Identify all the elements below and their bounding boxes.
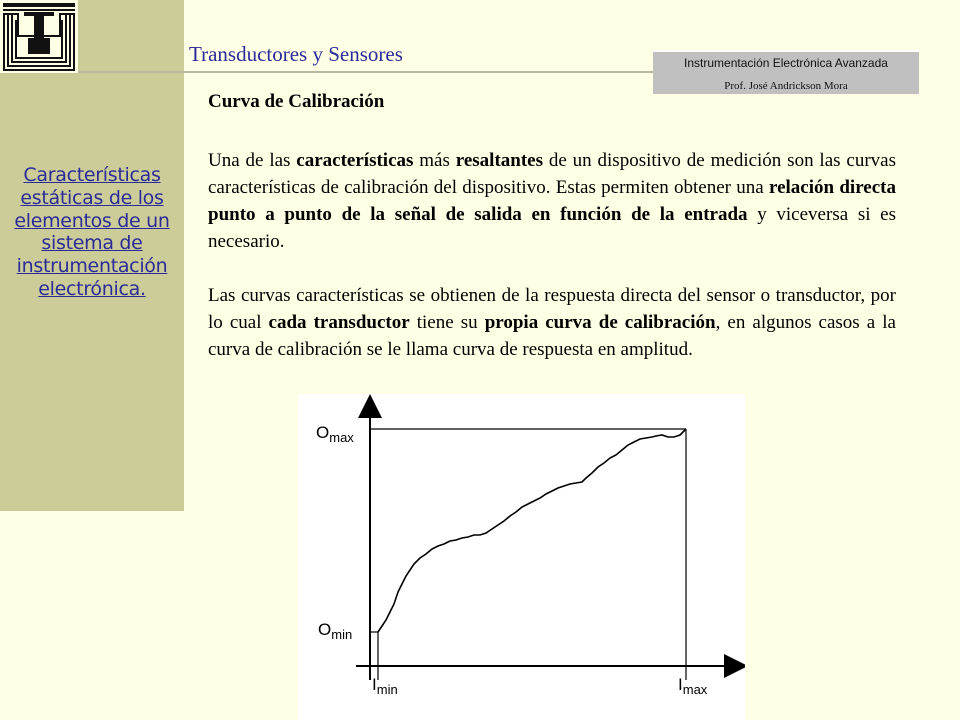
y-min-label: $O_{min}$ xyxy=(318,620,353,642)
paragraph-1 xyxy=(208,147,896,255)
calibration-curve-diagram xyxy=(298,394,745,720)
body-text: más xyxy=(413,150,456,171)
emphasized-text: propia curva de calibración xyxy=(484,312,716,333)
header-divider xyxy=(78,71,653,73)
calibration-curve-figure xyxy=(298,394,745,720)
slide-title: Transductores y Sensores xyxy=(189,42,403,66)
paragraph-2 xyxy=(208,282,896,363)
body-text: y viceversa si es necesario. xyxy=(208,204,897,252)
professor-name-box: Prof. José Andrickson Mora xyxy=(653,74,919,94)
y-max-label: $O_{max}$ xyxy=(316,423,354,445)
course-name-box: Instrumentación Electrónica Avanzada xyxy=(653,50,919,74)
institution-logo xyxy=(0,0,78,73)
body-text: , en algunos casos a la curva de calibración se le llama curva de respuesta en amplitud. xyxy=(208,312,896,360)
body-text: Las curvas características se obtienen de la respuesta directa del sensor o transductor, por lo cual xyxy=(208,285,896,333)
calibration-curve xyxy=(378,429,686,632)
body-text: tiene su xyxy=(409,312,485,333)
x-max-label: $I_{max}$ xyxy=(678,675,708,697)
emphasized-text: características xyxy=(296,150,414,171)
sidebar-link-static-characteristics[interactable]: Características estáticas de los elementos de un sistema de instrumentación electrónica. xyxy=(14,164,170,300)
x-min-label: $I_{min}$ xyxy=(372,675,398,697)
emphasized-text: relación directa punto a punto de la señal de salida en función de la entrada xyxy=(208,177,896,225)
emphasized-text: resaltantes xyxy=(455,150,543,171)
section-heading: Curva de Calibración xyxy=(208,91,385,112)
body-text: de un dispositivo de medición son las curvas características de calibración del dispositivo. Estas permiten obtener una xyxy=(208,150,896,198)
emphasized-text: cada transductor xyxy=(268,312,410,333)
body-text: Una de las xyxy=(208,150,297,171)
